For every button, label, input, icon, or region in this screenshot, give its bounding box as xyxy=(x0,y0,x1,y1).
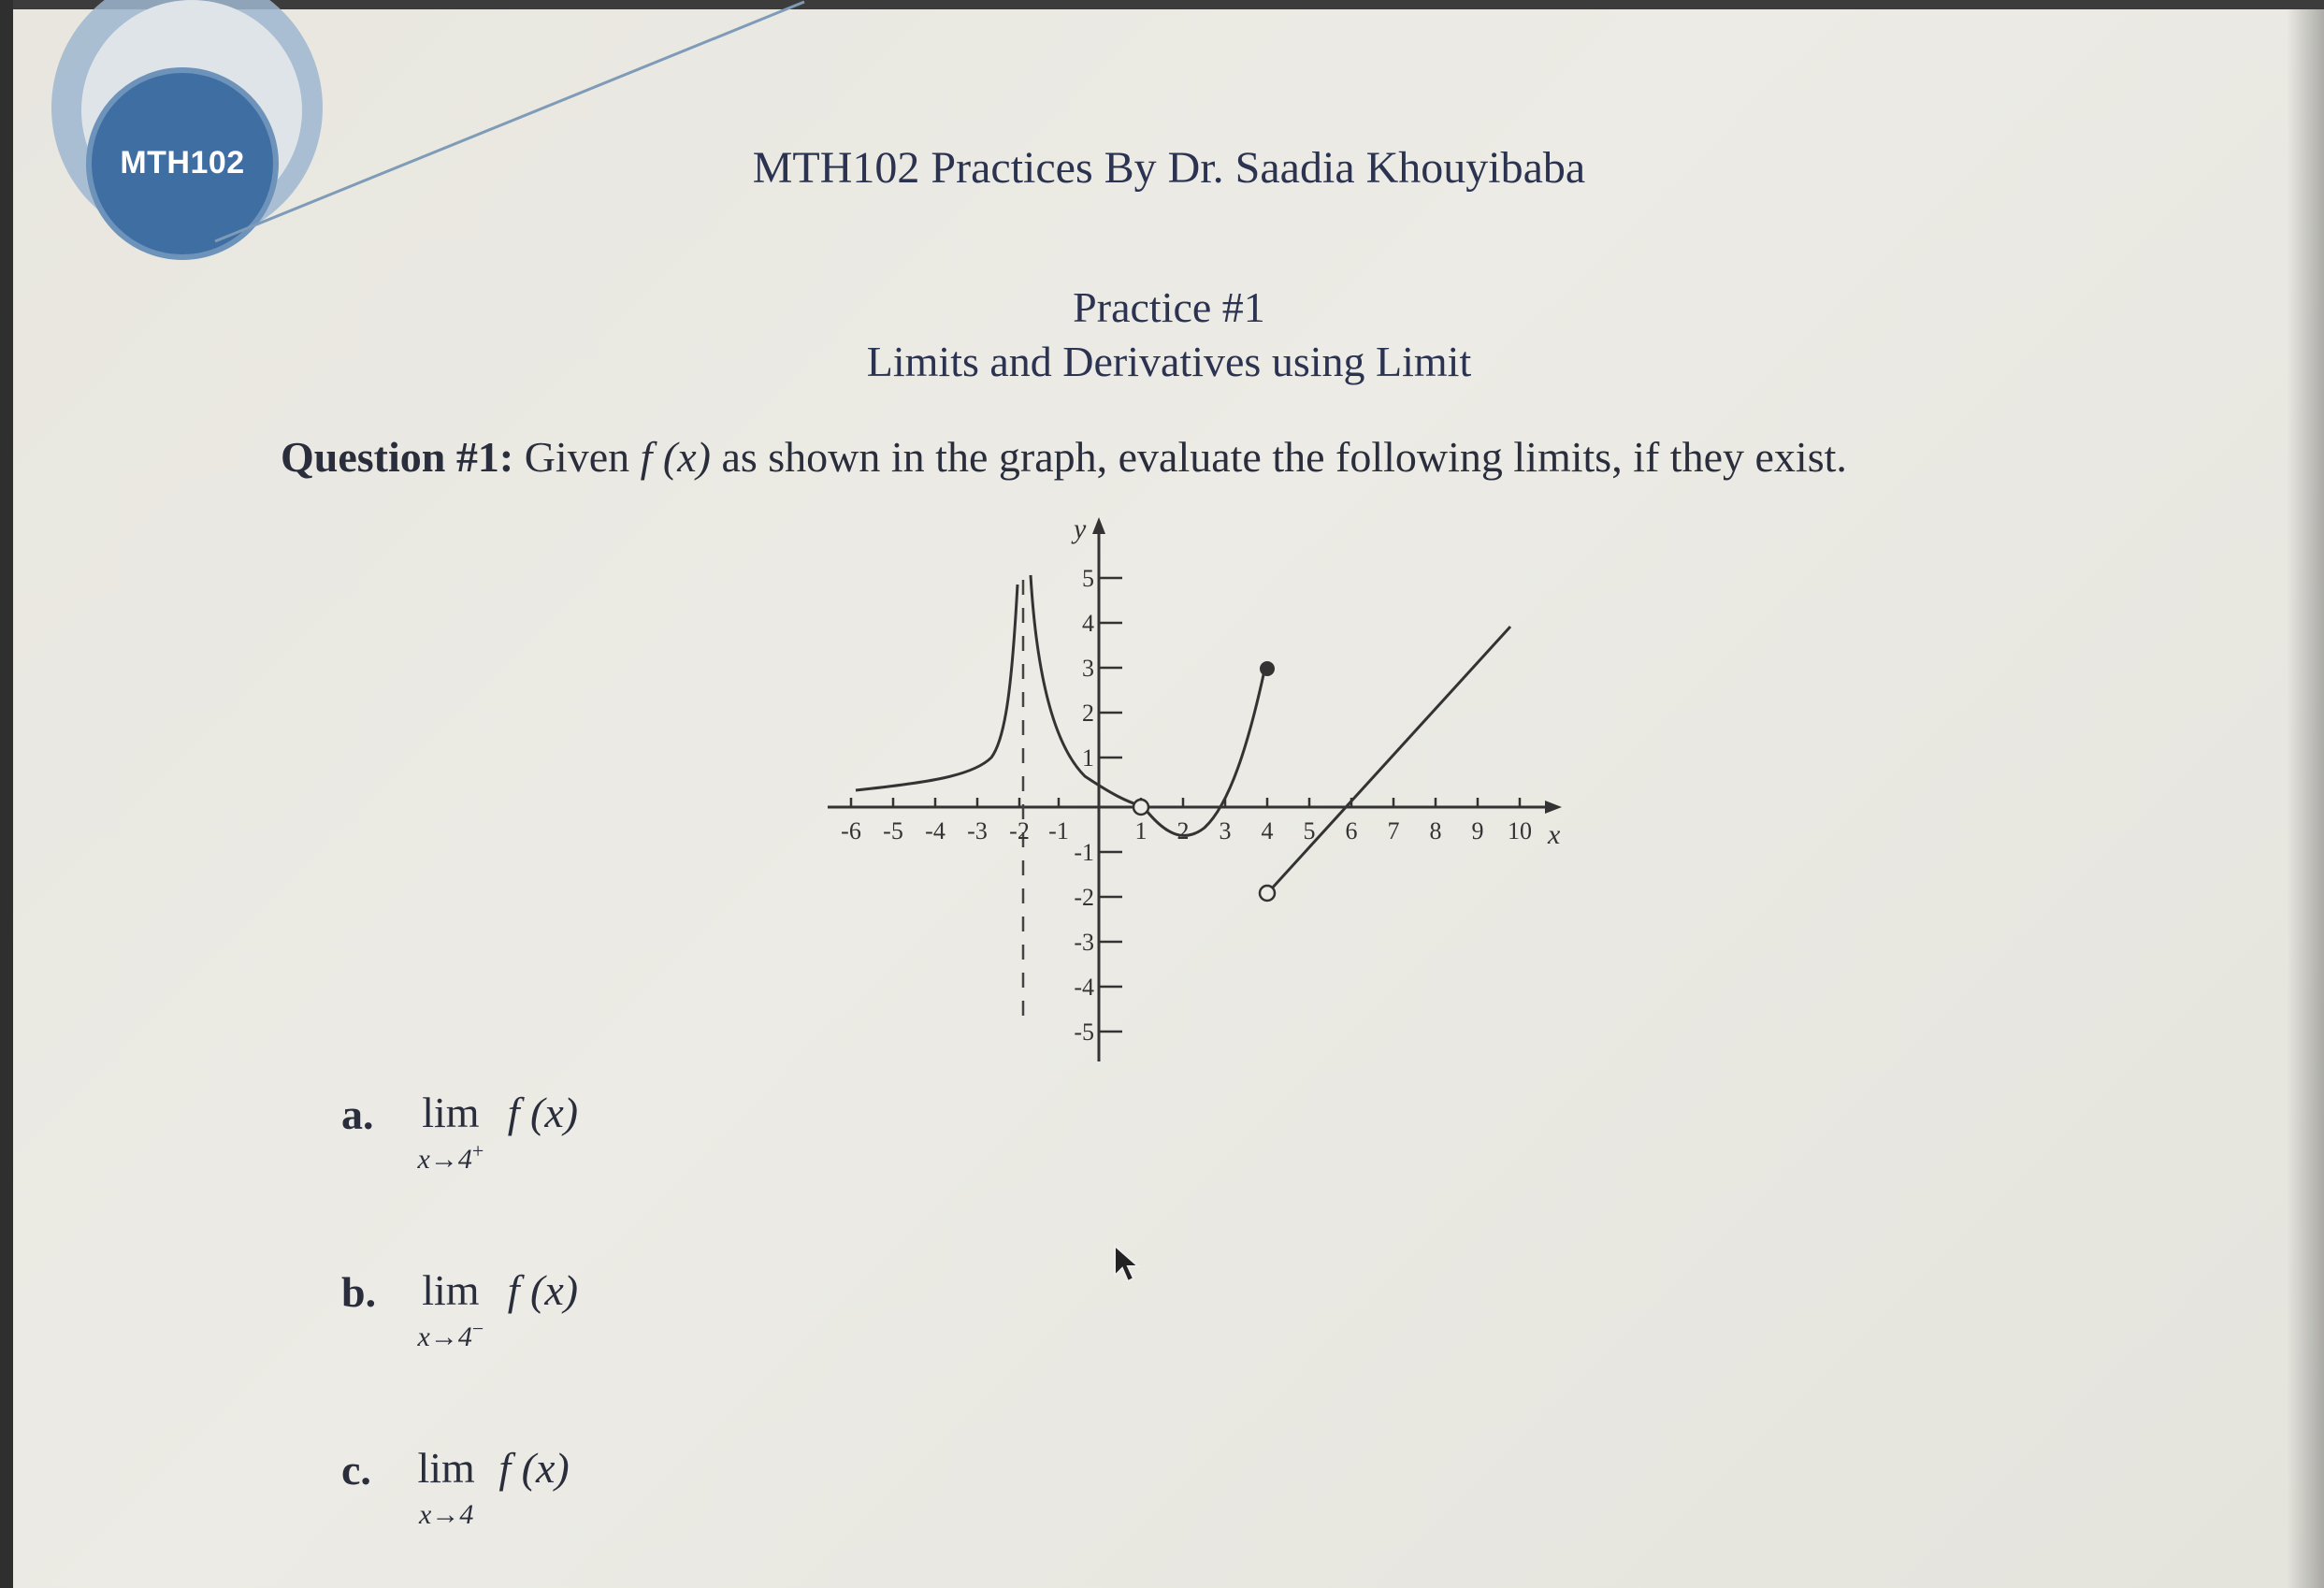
right-shadow xyxy=(2287,0,2324,1588)
question-1 xyxy=(281,432,2151,482)
lim-approach: x→4 xyxy=(417,1144,472,1175)
question-text-before: Given xyxy=(513,433,641,481)
x-tick-label: 1 xyxy=(1134,817,1148,845)
closed-point-x4 xyxy=(1260,661,1275,676)
limit-function: f (x) xyxy=(507,1089,579,1136)
limit-item-c xyxy=(341,1445,570,1530)
question-function: f (x) xyxy=(640,433,711,481)
logo-label: MTH102 xyxy=(120,145,245,180)
lim-word: lim xyxy=(422,1089,480,1136)
page-title: MTH102 Practices By Dr. Saadia Khouyibaba xyxy=(752,143,1586,193)
x-tick-label: 8 xyxy=(1429,817,1442,845)
x-axis-label: x xyxy=(1548,819,1561,850)
x-tick-label: -5 xyxy=(883,817,903,845)
y-tick-label: -2 xyxy=(1074,884,1094,911)
y-tick-label: 5 xyxy=(1082,565,1094,592)
y-tick-label: -1 xyxy=(1074,839,1094,866)
limit-function: f (x) xyxy=(498,1444,570,1492)
limit-expression xyxy=(418,1267,484,1352)
x-tick-label: 3 xyxy=(1219,817,1232,845)
x-tick-label: 10 xyxy=(1508,817,1532,845)
practice-number: Practice #1 xyxy=(1073,283,1265,331)
item-letter: b. xyxy=(341,1268,377,1316)
x-tick-label: 5 xyxy=(1303,817,1316,845)
item-letter: a. xyxy=(341,1090,374,1138)
mouse-cursor-icon xyxy=(1113,1244,1141,1286)
logo-graphic xyxy=(0,0,842,281)
x-tick-label: -2 xyxy=(1009,817,1030,845)
y-axis-label: y xyxy=(1074,513,1087,544)
x-tick-label: 7 xyxy=(1387,817,1400,845)
lim-direction: + xyxy=(471,1139,484,1162)
lim-word: lim xyxy=(417,1444,475,1492)
y-tick-label: 4 xyxy=(1082,610,1094,637)
item-letter: c. xyxy=(341,1446,371,1494)
practice-topic: Limits and Derivatives using Limit xyxy=(866,338,1472,385)
x-tick-label: 2 xyxy=(1176,817,1190,845)
open-point-x4 xyxy=(1260,886,1275,901)
lim-word: lim xyxy=(422,1266,480,1314)
limit-function: f (x) xyxy=(507,1266,579,1314)
y-tick-label: -5 xyxy=(1074,1018,1094,1046)
lim-approach: x→4 xyxy=(417,1321,472,1352)
x-tick-label: 4 xyxy=(1261,817,1274,845)
curve-parabola xyxy=(1147,671,1264,835)
limit-item-b xyxy=(341,1267,578,1352)
y-tick-label: 3 xyxy=(1082,655,1094,682)
course-logo xyxy=(0,0,842,281)
limit-expression xyxy=(418,1445,475,1530)
x-tick-label: -1 xyxy=(1048,817,1069,845)
x-tick-label: 6 xyxy=(1345,817,1358,845)
lim-direction: − xyxy=(471,1317,484,1340)
lim-subscript xyxy=(418,1136,484,1175)
y-axis-arrow xyxy=(1092,517,1105,534)
curve-line xyxy=(1271,627,1510,889)
question-label: Question #1: xyxy=(281,433,514,481)
lim-subscript xyxy=(418,1314,484,1352)
curve-left-branch xyxy=(856,585,1018,790)
x-tick-label: -3 xyxy=(967,817,988,845)
question-text-after: as shown in the graph, evaluate the following limits, if they exist. xyxy=(710,433,1847,481)
y-tick-label: -4 xyxy=(1074,974,1094,1001)
function-graph xyxy=(814,510,1581,1071)
y-tick-label: 1 xyxy=(1082,744,1094,772)
lim-approach: x→4 xyxy=(419,1499,474,1530)
y-tick-marks xyxy=(1099,578,1122,1032)
x-tick-label: 9 xyxy=(1471,817,1484,845)
x-tick-label: -4 xyxy=(925,817,945,845)
y-tick-label: -3 xyxy=(1074,929,1094,956)
lim-subscript xyxy=(418,1492,475,1530)
practice-heading xyxy=(655,281,1683,389)
limit-item-a xyxy=(341,1090,578,1175)
limit-expression xyxy=(418,1090,484,1175)
y-tick-label: 2 xyxy=(1082,700,1094,727)
x-axis-arrow xyxy=(1545,801,1562,814)
x-tick-label: -6 xyxy=(841,817,861,845)
